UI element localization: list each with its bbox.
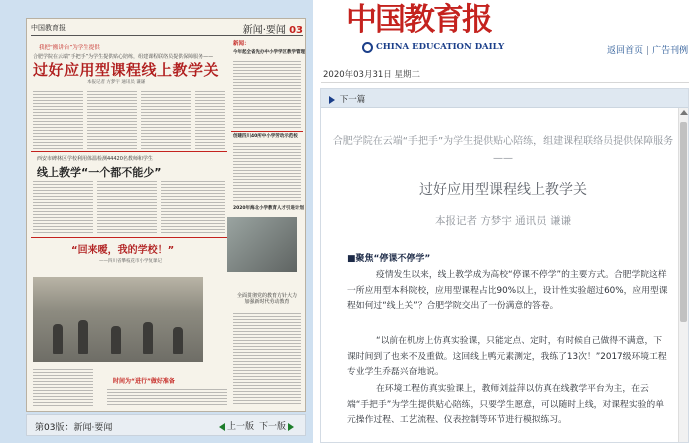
newspaper-page-image[interactable] — [26, 18, 306, 412]
top-links — [607, 43, 688, 56]
arrow-right-icon — [288, 423, 294, 431]
article-paragraph: 在环境工程仿真实验课上，教师刘益萍以仿真在线教学平台为主，在云端“手把手”为学生提供贴心陪练，只要学生愿意，可以随时上线，对课程实验的单元操作过程、工艺流程、仪表控制等环节进行模拟练习。 — [347, 384, 665, 426]
newspaper-viewer — [0, 0, 313, 443]
site-logo-en-text: CHINA EDUCATION DAILY — [376, 42, 505, 52]
next-page-link[interactable] — [259, 419, 296, 432]
prev-page-label: 上一版 — [227, 422, 255, 432]
paper-text-column — [87, 89, 137, 149]
paper-text-column — [33, 89, 83, 149]
logo-badge-icon — [362, 42, 373, 53]
paper-text-column — [233, 59, 301, 129]
paper-text-column — [33, 179, 93, 234]
paper-photo-small — [227, 217, 297, 272]
paper-masthead — [31, 22, 303, 36]
paper-divider — [231, 131, 303, 132]
prev-page-link[interactable] — [217, 419, 254, 432]
paper-text-column — [107, 387, 227, 407]
paper-headline-main[interactable]: 过好应用型课程线上教学关 — [33, 61, 220, 79]
article-paragraph: “以前在机房上仿真实验课，只能定点、定时，有时候自己做得不满意，下课时间到了也来不及重做。这回线上鸭元素测定，我练了13次！”2017级环境工程专业学生乔磊兴奋地说。 — [347, 336, 667, 378]
paper-text-column — [233, 311, 301, 406]
arrow-left-icon — [219, 423, 225, 431]
paper-side-title: 2020年海北小学教育人才引进计划 — [233, 206, 305, 211]
paper-divider — [31, 151, 227, 152]
paper-text-column — [141, 89, 191, 149]
paper-side-title: 今年起全省先办中小学学区教学管理 — [233, 50, 305, 55]
paper-headline-2[interactable]: 线上教学“一个都不能少” — [37, 166, 162, 179]
paper-text-column — [161, 179, 225, 234]
paper-text-column — [33, 367, 93, 407]
paper-side-title: 新闻： — [233, 41, 250, 47]
home-link[interactable]: 返回首页 — [607, 46, 644, 56]
photo-figure — [143, 322, 153, 354]
paper-headline-3-sub: ——四川省攀枝花市小学复课记 — [99, 259, 162, 264]
article-title: 过好应用型课程线上教学关 — [419, 182, 587, 198]
photo-figure — [173, 327, 183, 354]
issue-date: 2020年03月31日 星期二 — [323, 70, 420, 80]
paper-headline-3[interactable]: “回来嗳，我的学校！” — [71, 245, 175, 256]
article-nav-bar — [321, 89, 688, 108]
paper-masthead-logo: 中国教育报 — [31, 24, 66, 32]
photo-figure — [111, 326, 121, 354]
article-scrollbar[interactable] — [678, 108, 688, 442]
page-label: 第03版：新闻·要闻 — [35, 423, 113, 433]
article-section-head: ■聚焦“停课不停学” — [347, 254, 431, 264]
scrollbar-thumb[interactable] — [680, 122, 687, 322]
header-divider — [321, 82, 689, 83]
paper-side-title: 创建四川40所中小学劳动示范校 — [233, 134, 298, 139]
photo-figure — [53, 324, 63, 354]
next-article-label: 下一篇 — [339, 95, 366, 105]
paper-side-headline[interactable]: 全面贯彻党的教育方针大力加强新时代劳动教育 — [237, 293, 298, 305]
paper-text-column — [195, 89, 225, 149]
ad-rates-link[interactable]: 广告刊例 — [652, 46, 689, 56]
article-subtitle: 合肥学院在云端“手把手”为学生提供贴心陪练，组建课程联络员提供保障服务—— — [332, 136, 674, 164]
scroll-up-icon[interactable] — [680, 110, 688, 115]
article-panel — [320, 88, 689, 443]
paper-kicker-2: 合肥学院在云端“手把手”为学生提供贴心陪练，组建课程联络员提供保障服务—— — [33, 54, 214, 60]
paper-kicker: 我把“搬讲台”为学生提供 — [39, 45, 100, 51]
paper-section-number: 03 — [289, 25, 303, 36]
paper-bottom-headline[interactable]: 时间为“进行”做好准备 — [113, 378, 175, 385]
paper-text-column — [97, 179, 157, 234]
next-page-label: 下一版 — [259, 422, 287, 432]
paper-divider — [31, 237, 227, 238]
next-article-link[interactable] — [327, 93, 365, 105]
paper-text-column — [233, 141, 301, 201]
paper-photo-main — [33, 277, 203, 362]
arrow-right-icon — [329, 96, 335, 104]
paper-section-label — [243, 21, 303, 36]
article-author: 本报记者 方梦宇 通讯员 谦谦 — [434, 215, 571, 227]
link-separator: | — [646, 46, 650, 56]
paper-kicker-3: 西安市碑林区学校利用体温检测44420名教师和学生 — [37, 156, 153, 162]
photo-figure — [78, 320, 88, 354]
article-paragraph: 疫情发生以来，线上教学成为高校“停课不停学”的主要方式。合肥学院这样一所应用型本科院校，应用型课程占比90%以上，设计性实验超过60%，应用型课程如何过“线上关”？合肥学院交出了一份满意的答卷。 — [347, 270, 668, 312]
paper-byline: 本报记者 方梦宇 通讯员 谦谦 — [87, 80, 146, 85]
paper-section-name: 新闻·要闻 — [242, 25, 286, 36]
page-navigation-bar — [26, 414, 306, 436]
site-logo[interactable]: 中国教育报 — [346, 2, 491, 38]
